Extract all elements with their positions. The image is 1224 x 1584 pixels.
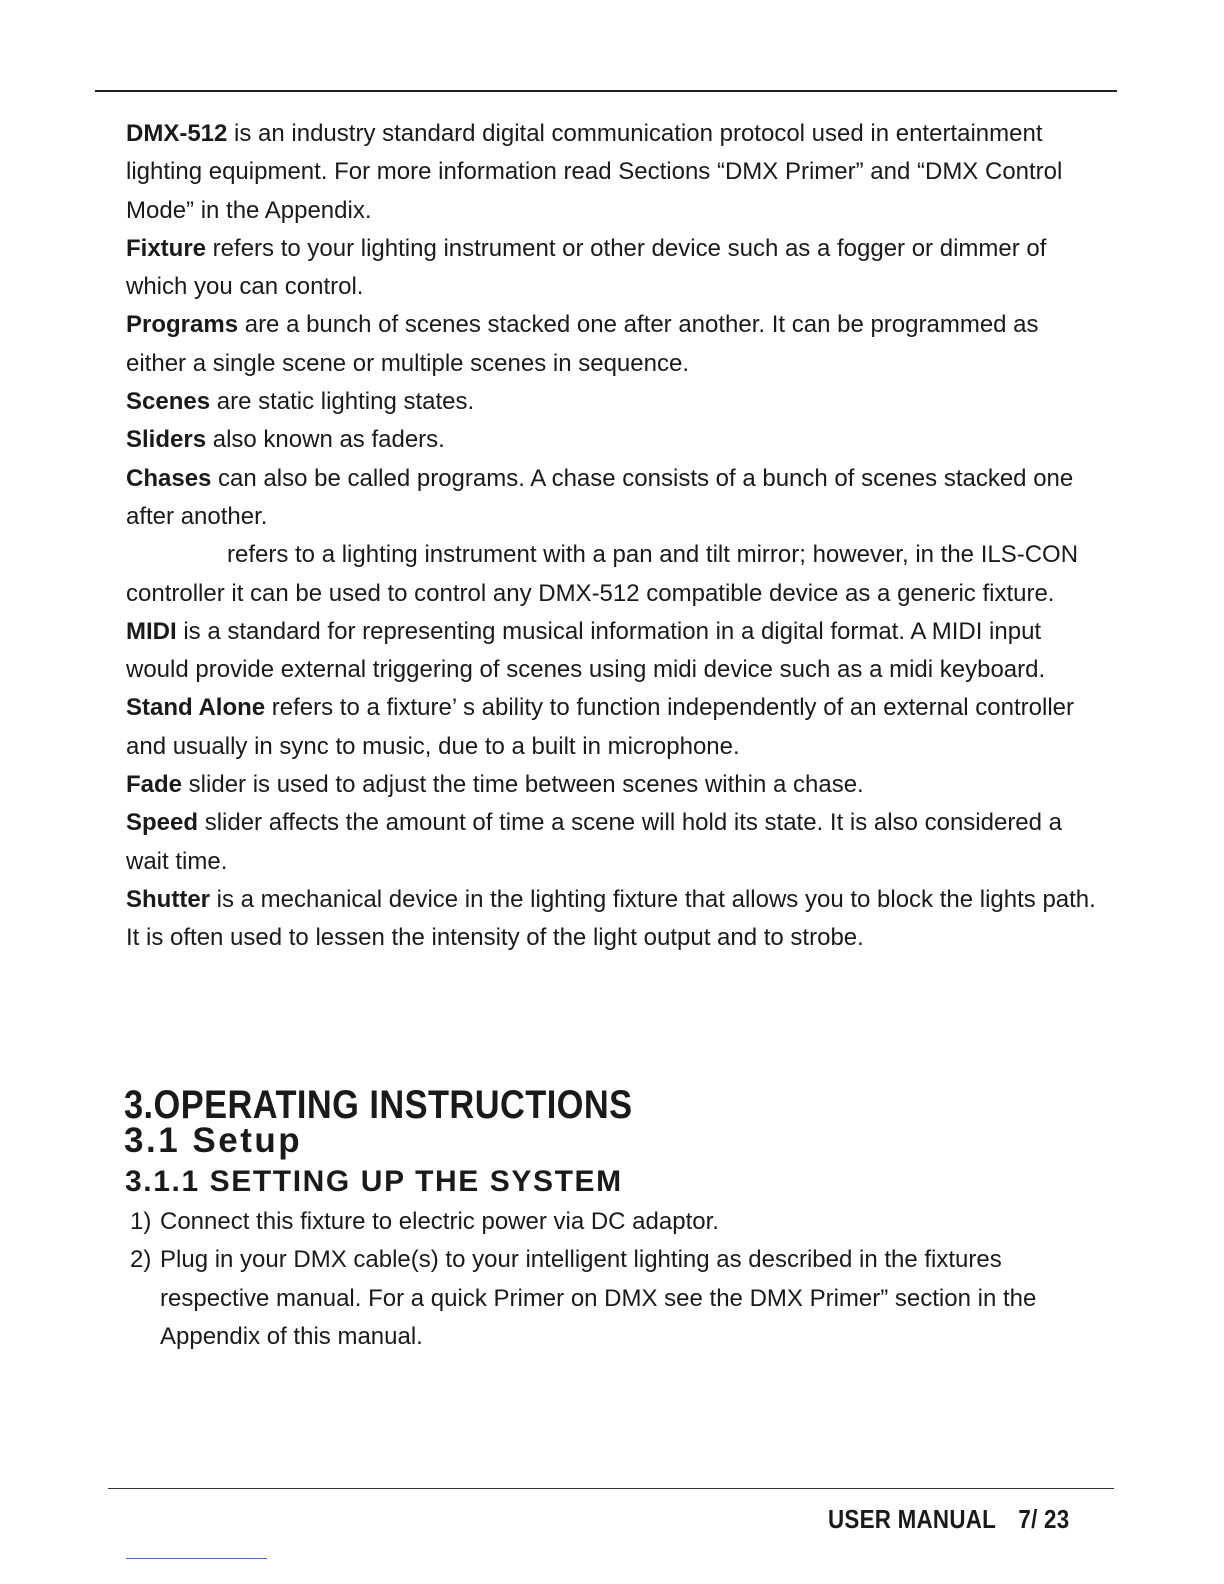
definition-term: DMX-512 bbox=[126, 120, 228, 147]
definition-term: Shutter bbox=[126, 885, 210, 913]
definition-text: is a standard for representing musical information in a digital format. A MIDI input would provide external triggering of scenes using midi device such as a midi keyboard. bbox=[126, 617, 1046, 684]
definition-item bbox=[126, 881, 1101, 958]
subsubsection-heading: 3.1.1 SETTING UP THE SYSTEM bbox=[125, 1165, 623, 1198]
section-heading: 3.OPERATING INSTRUCTIONS bbox=[124, 1083, 633, 1127]
setup-steps bbox=[130, 1203, 1105, 1356]
definition-text: also known as faders. bbox=[206, 426, 445, 454]
setup-step bbox=[130, 1241, 1105, 1356]
step-number: 1) bbox=[130, 1208, 152, 1235]
definition-text: is a mechanical device in the lighting fixture that allows you to block the lights path. It is often used to lessen the intensity of the light output and to strobe. bbox=[126, 885, 1096, 952]
footnote-rule bbox=[126, 1558, 267, 1559]
definition-item bbox=[126, 766, 1101, 804]
footer-label: USER MANUAL bbox=[828, 1504, 997, 1534]
definition-item bbox=[126, 421, 1101, 459]
definition-item bbox=[126, 613, 1101, 690]
definition-text: are a bunch of scenes stacked one after another. It can be programmed as either a single scene or multiple scenes in sequence. bbox=[126, 311, 1039, 377]
definition-term: Speed bbox=[126, 809, 199, 837]
definition-text: is an industry standard digital communication protocol used in entertainment lighting equipment. For more information read Sections “DMX Primer” and “DMX Control Mode” in the Appendix. bbox=[126, 120, 1063, 224]
step-text: Connect this fixture to electric power via DC adaptor. bbox=[160, 1208, 719, 1235]
definition-text: slider affects the amount of time a scene will hold its state. It is also considered a wait time. bbox=[126, 809, 1063, 875]
step-number: 2) bbox=[130, 1246, 152, 1274]
definition-text: can also be called programs. A chase consists of a bunch of scenes stacked one after another. bbox=[126, 464, 1074, 530]
setup-step bbox=[130, 1203, 1105, 1241]
definition-item bbox=[126, 689, 1101, 766]
definition-term: Stand Alone bbox=[126, 694, 266, 722]
definition-text: refers to a fixture’ s ability to function independently of an external controller and usually in sync to music, due to a built in microphone. bbox=[126, 694, 1075, 760]
definition-item bbox=[126, 306, 1101, 383]
definition-term: Chases bbox=[126, 464, 212, 492]
definition-term: Fixture bbox=[126, 234, 207, 262]
definition-item bbox=[126, 230, 1101, 307]
footer-rule bbox=[108, 1488, 1114, 1489]
definition-item bbox=[126, 383, 1101, 421]
page-number: 7/ 23 bbox=[1018, 1504, 1070, 1534]
header-rule bbox=[95, 90, 1117, 92]
definition-text: are static lighting states. bbox=[210, 388, 475, 416]
definition-item bbox=[126, 460, 1101, 537]
definition-term: Fade bbox=[126, 771, 183, 799]
definitions-list bbox=[126, 115, 1101, 958]
definition-term: Programs bbox=[126, 311, 239, 339]
subsection-heading: 3.1 Setup bbox=[124, 1121, 303, 1160]
definition-text: refers to your lighting instrument or other device such as a fogger or dimmer of which you can control. bbox=[126, 234, 1047, 301]
footer bbox=[828, 1504, 1069, 1535]
definition-term: MIDI bbox=[126, 617, 177, 645]
definition-item bbox=[126, 804, 1101, 881]
step-text: Plug in your DMX cable(s) to your intelligent lighting as described in the fixtures respective manual. For a quick Primer on DMX see the DMX Primer” section in the Appendix of this manual. bbox=[160, 1246, 1037, 1350]
definition-item bbox=[126, 536, 1101, 613]
definition-term: Scenes bbox=[126, 388, 211, 416]
definition-text: slider is used to adjust the time between scenes within a chase. bbox=[182, 771, 864, 799]
definition-text: refers to a lighting instrument with a pan and tilt mirror; however, in the ILS-CON controller it can be used to control any DMX-512 compatible device as a generic fixture. bbox=[126, 541, 1079, 607]
definition-term: Sliders bbox=[126, 426, 207, 454]
definition-item bbox=[126, 115, 1101, 230]
